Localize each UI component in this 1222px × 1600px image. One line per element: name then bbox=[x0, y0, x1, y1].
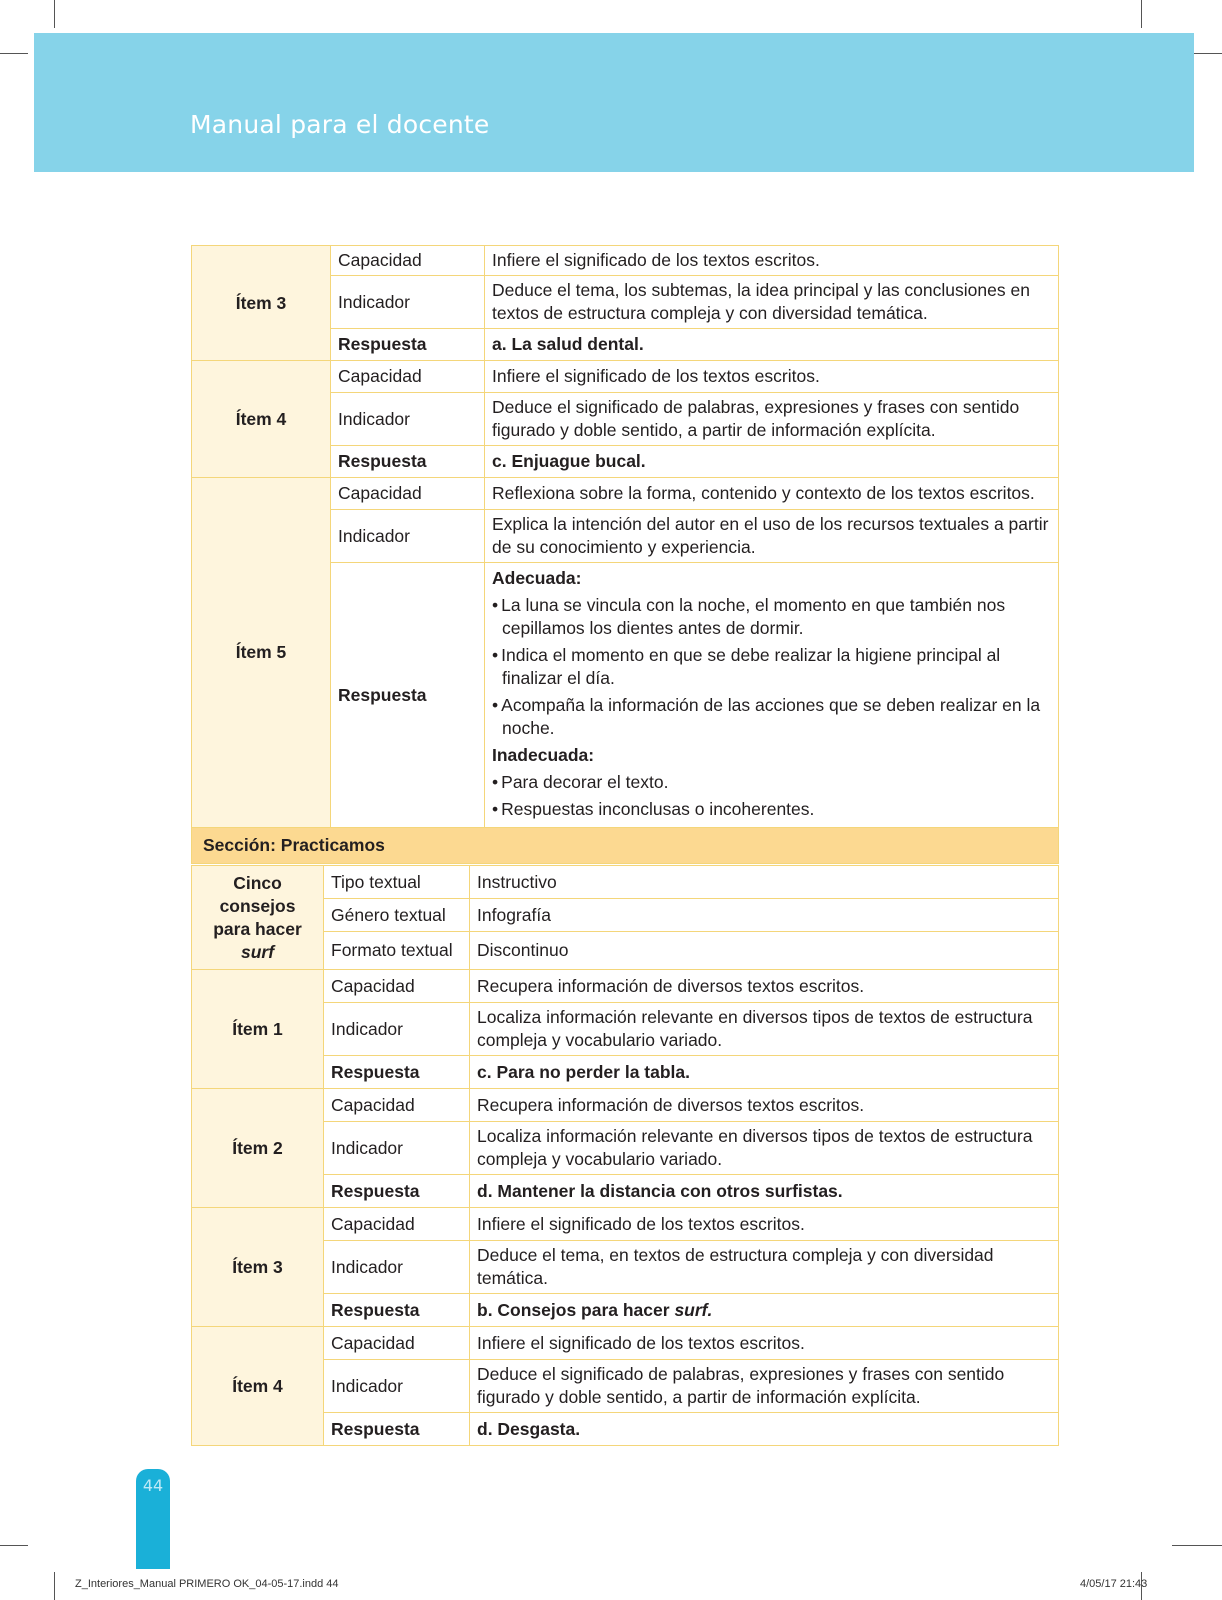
row-value: Localiza información relevante en diversos tipos de textos de estructura compleja y vocabulario variado. bbox=[470, 1122, 1059, 1175]
text-title-line: surf bbox=[240, 941, 275, 962]
answer-value: c. Enjuague bucal. bbox=[485, 446, 1059, 478]
adequate-heading: Adecuada: bbox=[492, 568, 582, 588]
row-label: Indicador bbox=[331, 393, 485, 446]
row-label: Indicador bbox=[331, 510, 485, 563]
item-label: Ítem 3 bbox=[192, 246, 331, 361]
table-row bbox=[192, 1327, 1059, 1360]
row-label: Capacidad bbox=[324, 1089, 470, 1122]
row-label: Respuesta bbox=[324, 1175, 470, 1208]
row-value: Reflexiona sobre la forma, contenido y contexto de los textos escritos. bbox=[485, 478, 1059, 510]
evaluation-table-reading bbox=[191, 245, 1059, 864]
row-label: Capacidad bbox=[324, 1327, 470, 1360]
text-title bbox=[192, 866, 324, 970]
item-label: Ítem 5 bbox=[192, 478, 331, 828]
row-value: Deduce el tema, en textos de estructura compleja y con diversidad temática. bbox=[470, 1241, 1059, 1294]
print-slug-date: 4/05/17 21:43 bbox=[1080, 1578, 1148, 1590]
list-item: • Acompaña la información de las acciones que se deben realizar en la noche. bbox=[492, 694, 1051, 740]
item-label: Ítem 3 bbox=[192, 1208, 324, 1327]
row-value: Infiere el significado de los textos escritos. bbox=[470, 1327, 1059, 1360]
table-row bbox=[192, 361, 1059, 393]
header-band bbox=[34, 33, 1194, 172]
table-row bbox=[192, 246, 1059, 276]
crop-mark bbox=[54, 1572, 55, 1600]
answer-text: b. Consejos para hacer bbox=[477, 1299, 675, 1320]
list-item: • Respuestas inconclusas o incoherentes. bbox=[492, 798, 1051, 821]
item-label: Ítem 4 bbox=[192, 1327, 324, 1446]
row-label: Respuesta bbox=[324, 1056, 470, 1089]
item-label: Ítem 2 bbox=[192, 1089, 324, 1208]
inadequate-heading: Inadecuada: bbox=[492, 745, 595, 765]
page-title: Manual para el docente bbox=[190, 110, 490, 139]
row-label: Indicador bbox=[331, 276, 485, 329]
row-label: Respuesta bbox=[331, 563, 485, 828]
row-label: Tipo textual bbox=[324, 866, 470, 899]
item-label: Ítem 1 bbox=[192, 970, 324, 1089]
list-item: • Para decorar el texto. bbox=[492, 771, 1051, 794]
table-row bbox=[192, 970, 1059, 1003]
row-value: Recupera información de diversos textos escritos. bbox=[470, 1089, 1059, 1122]
page-number: 44 bbox=[142, 1476, 164, 1495]
evaluation-table-practice bbox=[191, 865, 1059, 1446]
row-value: Deduce el significado de palabras, expresiones y frases con sentido figurado y doble sentido, a partir de información explícita. bbox=[470, 1360, 1059, 1413]
row-label: Indicador bbox=[324, 1360, 470, 1413]
table-row bbox=[192, 1208, 1059, 1241]
answer-italic: surf. bbox=[674, 1299, 713, 1320]
table-row bbox=[192, 1089, 1059, 1122]
row-label: Respuesta bbox=[324, 1413, 470, 1446]
text-title-line: para hacer bbox=[213, 918, 302, 939]
row-label: Formato textual bbox=[324, 932, 470, 970]
row-label: Respuesta bbox=[331, 329, 485, 361]
crop-mark bbox=[54, 0, 55, 28]
row-label: Capacidad bbox=[324, 1208, 470, 1241]
crop-mark bbox=[0, 1545, 28, 1546]
crop-mark bbox=[1141, 0, 1142, 28]
answer-value: a. La salud dental. bbox=[485, 329, 1059, 361]
row-value: Deduce el tema, los subtemas, la idea principal y las conclusiones en textos de estructura compleja y con diversidad temática. bbox=[485, 276, 1059, 329]
row-label: Capacidad bbox=[324, 970, 470, 1003]
row-value: Infiere el significado de los textos escritos. bbox=[485, 361, 1059, 393]
row-label: Capacidad bbox=[331, 478, 485, 510]
table-row bbox=[192, 866, 1059, 899]
row-value: Infiere el significado de los textos escritos. bbox=[470, 1208, 1059, 1241]
row-label: Indicador bbox=[324, 1122, 470, 1175]
row-value: Infografía bbox=[470, 899, 1059, 932]
row-value: Instructivo bbox=[470, 866, 1059, 899]
answer-value bbox=[470, 1294, 1059, 1327]
row-label: Género textual bbox=[324, 899, 470, 932]
list-item: • La luna se vincula con la noche, el momento en que también nos cepillamos los dientes antes de dormir. bbox=[492, 594, 1051, 640]
row-label: Respuesta bbox=[331, 446, 485, 478]
text-title-line: consejos bbox=[219, 895, 296, 916]
row-value: Localiza información relevante en diversos tipos de textos de estructura compleja y vocabulario variado. bbox=[470, 1003, 1059, 1056]
list-item: • Indica el momento en que se debe realizar la higiene principal al finalizar el día. bbox=[492, 644, 1051, 690]
row-value: Recupera información de diversos textos escritos. bbox=[470, 970, 1059, 1003]
row-label: Indicador bbox=[324, 1003, 470, 1056]
print-slug-file: Z_Interiores_Manual PRIMERO OK_04-05-17.indd 44 bbox=[75, 1578, 339, 1590]
row-value: Discontinuo bbox=[470, 932, 1059, 970]
row-label: Capacidad bbox=[331, 246, 485, 276]
answer-value: d. Desgasta. bbox=[470, 1413, 1059, 1446]
row-value: Deduce el significado de palabras, expresiones y frases con sentido figurado y doble sentido, a partir de información explícita. bbox=[485, 393, 1059, 446]
answer-value: d. Mantener la distancia con otros surfistas. bbox=[470, 1175, 1059, 1208]
row-label: Respuesta bbox=[324, 1294, 470, 1327]
section-heading-row bbox=[192, 828, 1059, 864]
response-criteria bbox=[485, 563, 1059, 828]
row-value: Infiere el significado de los textos escritos. bbox=[485, 246, 1059, 276]
section-heading: Sección: Practicamos bbox=[192, 828, 1059, 864]
item-label: Ítem 4 bbox=[192, 361, 331, 478]
row-label: Capacidad bbox=[331, 361, 485, 393]
row-value: Explica la intención del autor en el uso de los recursos textuales a partir de su conocimiento y experiencia. bbox=[485, 510, 1059, 563]
answer-value: c. Para no perder la tabla. bbox=[470, 1056, 1059, 1089]
text-title-line: Cinco bbox=[233, 872, 282, 893]
table-row bbox=[192, 478, 1059, 510]
row-label: Indicador bbox=[324, 1241, 470, 1294]
crop-mark bbox=[1172, 1545, 1222, 1546]
crop-mark bbox=[0, 53, 28, 54]
